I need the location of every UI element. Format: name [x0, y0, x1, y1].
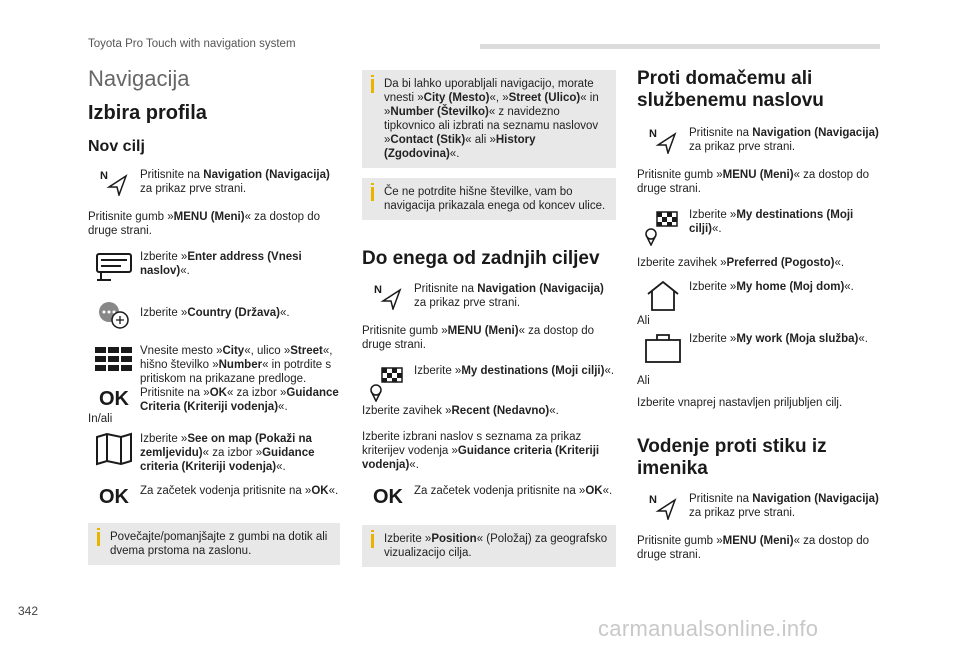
watermark: carmanualsonline.info	[598, 616, 819, 641]
info-note: Da bi lahko uporabljali navigacijo, morate vnesti »City (Mesto)«, »Street (Ulico)« in »Number (Številko)« z navidezno tipkovnico ali izbrati na seznamu naslovov »Contact (Stik)« ali »History (Zgodovina)«.	[362, 70, 616, 168]
ok-icon: OK	[373, 486, 403, 508]
column-3	[637, 68, 889, 562]
step-text: Pritisnite gumb »MENU (Meni)« za dostop do druge strani.	[88, 211, 321, 237]
step-text: Pritisnite na Navigation (Navigacija) za prikaz prve strani.	[414, 283, 604, 309]
step-text: Izberite zavihek »Recent (Nedavno)«.	[362, 405, 559, 417]
step-text: Pritisnite gumb »MENU (Meni)« za dostop do druge strani.	[637, 535, 870, 561]
step-text: Za začetek vodenja pritisnite na »OK«.	[140, 485, 339, 497]
ok-icon: OK	[99, 486, 129, 508]
step-navigation	[637, 492, 889, 520]
column-2	[362, 70, 616, 567]
or-text: Ali	[637, 375, 650, 387]
ok-icon: OK	[99, 388, 129, 410]
page-title: Navigacija	[88, 66, 190, 91]
svg-text:N: N	[649, 128, 657, 140]
keyboard-address-icon	[88, 250, 140, 282]
step-city-street	[88, 344, 340, 386]
step-my-destinations	[637, 208, 889, 246]
step-text: Pritisnite na Navigation (Navigacija) za prikaz prve strani.	[140, 169, 330, 195]
info-note: Če ne potrdite hišne številke, vam bo navigacija prikazala enega od koncev ulice.	[362, 178, 616, 220]
destination-flag-icon	[637, 208, 689, 246]
map-icon	[88, 432, 140, 466]
navigation-icon	[637, 126, 689, 154]
info-icon-bar	[371, 187, 374, 201]
info-icon	[97, 528, 100, 530]
subsection-title-new-destination: Nov cilj	[88, 138, 145, 155]
step-text: Izberite izbrani naslov s seznama za prikaz kriterijev vodenja »Guidance criteria (Kriteriji vodenja)«.	[362, 431, 600, 471]
step-text: Za začetek vodenja pritisnite na »OK«.	[414, 485, 613, 497]
column-1	[88, 60, 340, 565]
step-text: Pritisnite na »OK« za izbor »Guidance Criteria (Kriteriji vodenja)«.	[140, 387, 339, 413]
info-icon-bar	[97, 532, 100, 546]
step-text: Vnesite mesto »City«, ulico »Street«, hišno številko »Number« in potrdite s pritiskom na prikazane predloge.	[140, 345, 333, 385]
svg-text:N: N	[374, 284, 382, 296]
step-text: Izberite »See on map (Pokaži na zemljevidu)« za izbor »Guidance criteria (Kriteriji vodenja)«.	[140, 433, 315, 473]
step-text: Izberite »Country (Država)«.	[140, 307, 290, 319]
step-country	[88, 300, 340, 332]
info-icon	[371, 183, 374, 185]
step-text: Izberite »My work (Moja služba)«.	[689, 333, 868, 345]
destination-flag-icon	[362, 364, 414, 402]
step-text: Izberite zavihek »Preferred (Pogosto)«.	[637, 257, 845, 269]
step-text: Izberite vnaprej nastavljen priljubljen cilj.	[637, 397, 843, 409]
step-text: Izberite »Enter address (Vnesi naslov)«.	[140, 251, 302, 277]
step-see-on-map	[88, 432, 340, 474]
step-text: Pritisnite na Navigation (Navigacija) za prikaz prve strani.	[689, 493, 879, 519]
step-text: Pritisnite gumb »MENU (Meni)« za dostop do druge strani.	[362, 325, 595, 351]
step-text: Izberite »My destinations (Moji cilji)«.	[414, 365, 615, 377]
keypad-icon	[88, 344, 140, 374]
info-icon	[371, 75, 374, 77]
step-text: Izberite »My destinations (Moji cilji)«.	[689, 209, 854, 235]
step-ok	[88, 386, 340, 414]
country-speech-icon	[88, 300, 140, 332]
svg-text:N: N	[649, 494, 657, 506]
svg-text:N: N	[100, 170, 108, 182]
info-icon-bar	[371, 79, 374, 93]
section-title-recent: Do enega od zadnjih ciljev	[362, 248, 600, 269]
step-start-guidance	[362, 484, 616, 509]
header-title: Toyota Pro Touch with navigation system	[88, 38, 296, 50]
header-bar	[480, 44, 880, 49]
home-icon	[637, 280, 689, 312]
step-start-guidance	[88, 484, 340, 509]
info-icon	[371, 530, 374, 532]
step-my-home	[637, 280, 889, 312]
step-navigation	[362, 282, 616, 310]
navigation-icon	[88, 168, 140, 196]
step-navigation	[88, 168, 340, 196]
section-title-contacts: Vodenje proti stiku iz imenika	[637, 436, 827, 479]
section-title-profile: Izbira profila	[88, 102, 207, 124]
section-title-home-work: Proti domačemu ali službenemu naslovu	[637, 68, 824, 111]
navigation-icon	[362, 282, 414, 310]
step-text: Izberite »My home (Moj dom)«.	[689, 281, 854, 293]
info-note: Povečajte/pomanjšajte z gumbi na dotik ali dvema prstoma na zaslonu.	[88, 523, 340, 565]
step-navigation	[637, 126, 889, 154]
briefcase-icon	[637, 332, 689, 364]
info-icon-bar	[371, 534, 374, 548]
or-text: Ali	[637, 315, 650, 327]
step-my-destinations	[362, 364, 616, 402]
or-text: In/ali	[88, 413, 113, 425]
navigation-icon	[637, 492, 689, 520]
page-number: 342	[18, 604, 39, 618]
step-text: Pritisnite gumb »MENU (Meni)« za dostop do druge strani.	[637, 169, 870, 195]
step-my-work	[637, 332, 889, 364]
step-enter-address	[88, 250, 340, 282]
step-text: Pritisnite na Navigation (Navigacija) za prikaz prve strani.	[689, 127, 879, 153]
info-note: Izberite »Position« (Položaj) za geografsko vizualizacijo cilja.	[362, 525, 616, 567]
